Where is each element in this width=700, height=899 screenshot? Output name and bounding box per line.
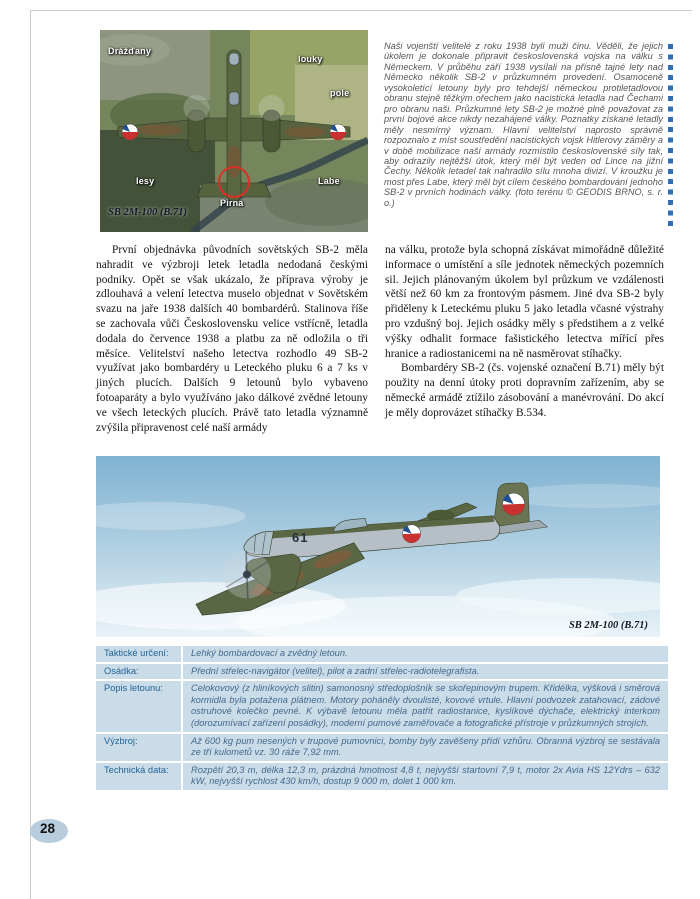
spec-row	[96, 763, 668, 790]
target-circle	[218, 166, 250, 198]
accent-squares	[668, 44, 673, 231]
aircraft-tail-number: 61	[292, 530, 309, 545]
paragraph: První objednávka původních sovětských SB-2 měla nahradit ve výzbroji letek letadla nedodaná českými podniky. Opět se však ukázalo, že příprava výroby je zdlouhavá a velení letectva muselo objednat v Sovětském svazu na jaře 1938 dalších 40 bombardérů. Stalinova říše se zachovala vůči Československu velice vstřícně, letadla dodala do července 1938 a platbu za ně odložila o tři měsíce. Velitelství našeho letectva rozhodlo 49 SB-2 využívat jako bombardéry u Leteckého pluku 6 a 7 ks v jiných plucích. Dalších 9 letounů bylo vybaveno fotoaparáty a bylo využíváno jako dálkové zvědné letouny ve všech leteckých plucích. Právě tato letadla významně zvýšila připravenost celé naší armády	[96, 244, 368, 434]
figure-caption: SB 2M-100 (B.71)	[108, 207, 188, 218]
map-label-drazdany: Drážďany	[108, 46, 152, 56]
page-number: 28	[40, 821, 56, 836]
intro-paragraph: Naši vojenští velitelé z roku 1938 byli muži činu. Věděli, že jejich úkolem je dokonale připravit československá vojska na válku s Německem. V průběhu září 1938 vysílali na přísně tajné lety nad Německo několik SB-2 v průzkumném provedení. Osamoceně vysokoletící letouny byly pro tehdejší německou protiletadlovou obranu stejně těžkým ořechem jako nacistická letadla nad Čechami pro obranu naši. Průzkumné lety SB-2 je možné plně považovat za první bojové akce nikdy nezahájené války. Poznatky získané letadly měly nesmírný význam. Hlavní velitelství naprosto správně rozpoznalo z míst soustředění nacistických vojsk Hitlerovy záměry a v době mobilizace naší armády rozmístilo československé síly tak, aby odrazily nejtěžší útok, který měl být veden od Lince na jižní Čechy. Několik letadel tak nahradilo sílu mnoha divizí. V kroužku je most přes Labe, který měl být cílem českého bombardování jednoho SB-2 v prvních hodinách války. (foto terénu © GEODIS BRNO, s. r. o.)	[384, 41, 663, 208]
aircraft-illustration	[96, 456, 660, 637]
spec-label: Technická data:	[96, 763, 181, 790]
map-label-pole: pole	[330, 88, 350, 98]
map-label-pirna: Pirna	[220, 198, 244, 208]
map-label-labe: Labe	[318, 176, 340, 186]
sky-painting	[96, 456, 660, 637]
roundel-icon	[122, 124, 138, 140]
top-rule	[30, 10, 692, 11]
spec-row	[96, 664, 668, 680]
paragraph: Bombardéry SB-2 (čs. vojenské označení B.71) měly být použity na denní útoky proti dopravním zařízením, aby se německé armádě ztížilo zásobování a manévrování. Do akcí je měly doprovázet stíhačky B.534.	[385, 362, 664, 419]
roundel-icon	[402, 524, 421, 543]
paragraph: na válku, protože byla schopná získávat mimořádně důležité informace o umístění a síle jednotek německých pozemních sil. Jejich plánovaným úkolem byl průzkum ve vzdálenosti větší než 60 km za frontovým pásmem. Jiné dva SB-2 byly přiděleny k Leteckému pluku 5 jako letadla včasné výstrahy pro vzdušný boj. Jejich osádky měly s předstihem a z velké výšky odhalit formace fašistického letectva mířící přes hranice a radiostanicemi na ně nasměrovat stíhačky.	[385, 244, 664, 360]
map-figure	[100, 30, 368, 232]
spec-value: Rozpětí 20,3 m, délka 12,3 m, prázdná hmotnost 4,8 t, nejvyšší startovní 7,9 t, motor 2x Avia HS 12Ydrs – 632 kW, nejvyšší rychlost 430 km/h, dostup 9 000 m, dolet 1 000 km.	[183, 763, 668, 790]
map-label-lesy: lesy	[136, 176, 155, 186]
spec-value: Přední střelec-navigátor (velitel), pilot a zadní střelec-radiotelegrafista.	[183, 664, 668, 680]
spec-row	[96, 734, 668, 761]
spec-label: Osádka:	[96, 664, 181, 680]
spec-value: Až 600 kg pum nesených v trupové pumovnici, bomby byly zavěšeny přídí vzhůru. Obranná výzbroj se sestávala ze tří kulometů vz. 30 ráže 7,92 mm.	[183, 734, 668, 761]
roundel-icon	[330, 124, 346, 140]
spec-table	[96, 646, 668, 792]
figure-caption: SB 2M-100 (B.71)	[568, 620, 648, 631]
spec-label: Popis letounu:	[96, 681, 181, 731]
spec-label: Výzbroj:	[96, 734, 181, 761]
left-rule	[30, 10, 31, 899]
map-label-louky: louky	[298, 54, 323, 64]
spec-label: Taktické určení:	[96, 646, 181, 662]
spec-row	[96, 646, 668, 662]
spec-value: Celokovový (z hliníkových slitin) samonosný středoplošník se skořepinovým trupem. Křidélka, výšková i směrová kormidla byla potažena plátnem. Motory poháněly dvoulisté, kovové vrtule. Hlavní podvozek zatahovací, zádové ostruhové kolečko pevné. K výbavě letounu měla patřit radiostanice, kyslíkové dýchače, elektrický interkom (dorozumívací zařízení posádky), moderní pumové zaměřovače a fotografické přístroje v průzkumných strojích.	[183, 681, 668, 731]
body-column-right	[385, 243, 664, 421]
spec-row	[96, 681, 668, 731]
body-column-left	[96, 243, 368, 435]
spec-value: Lehký bombardovací a zvědný letoun.	[183, 646, 668, 662]
